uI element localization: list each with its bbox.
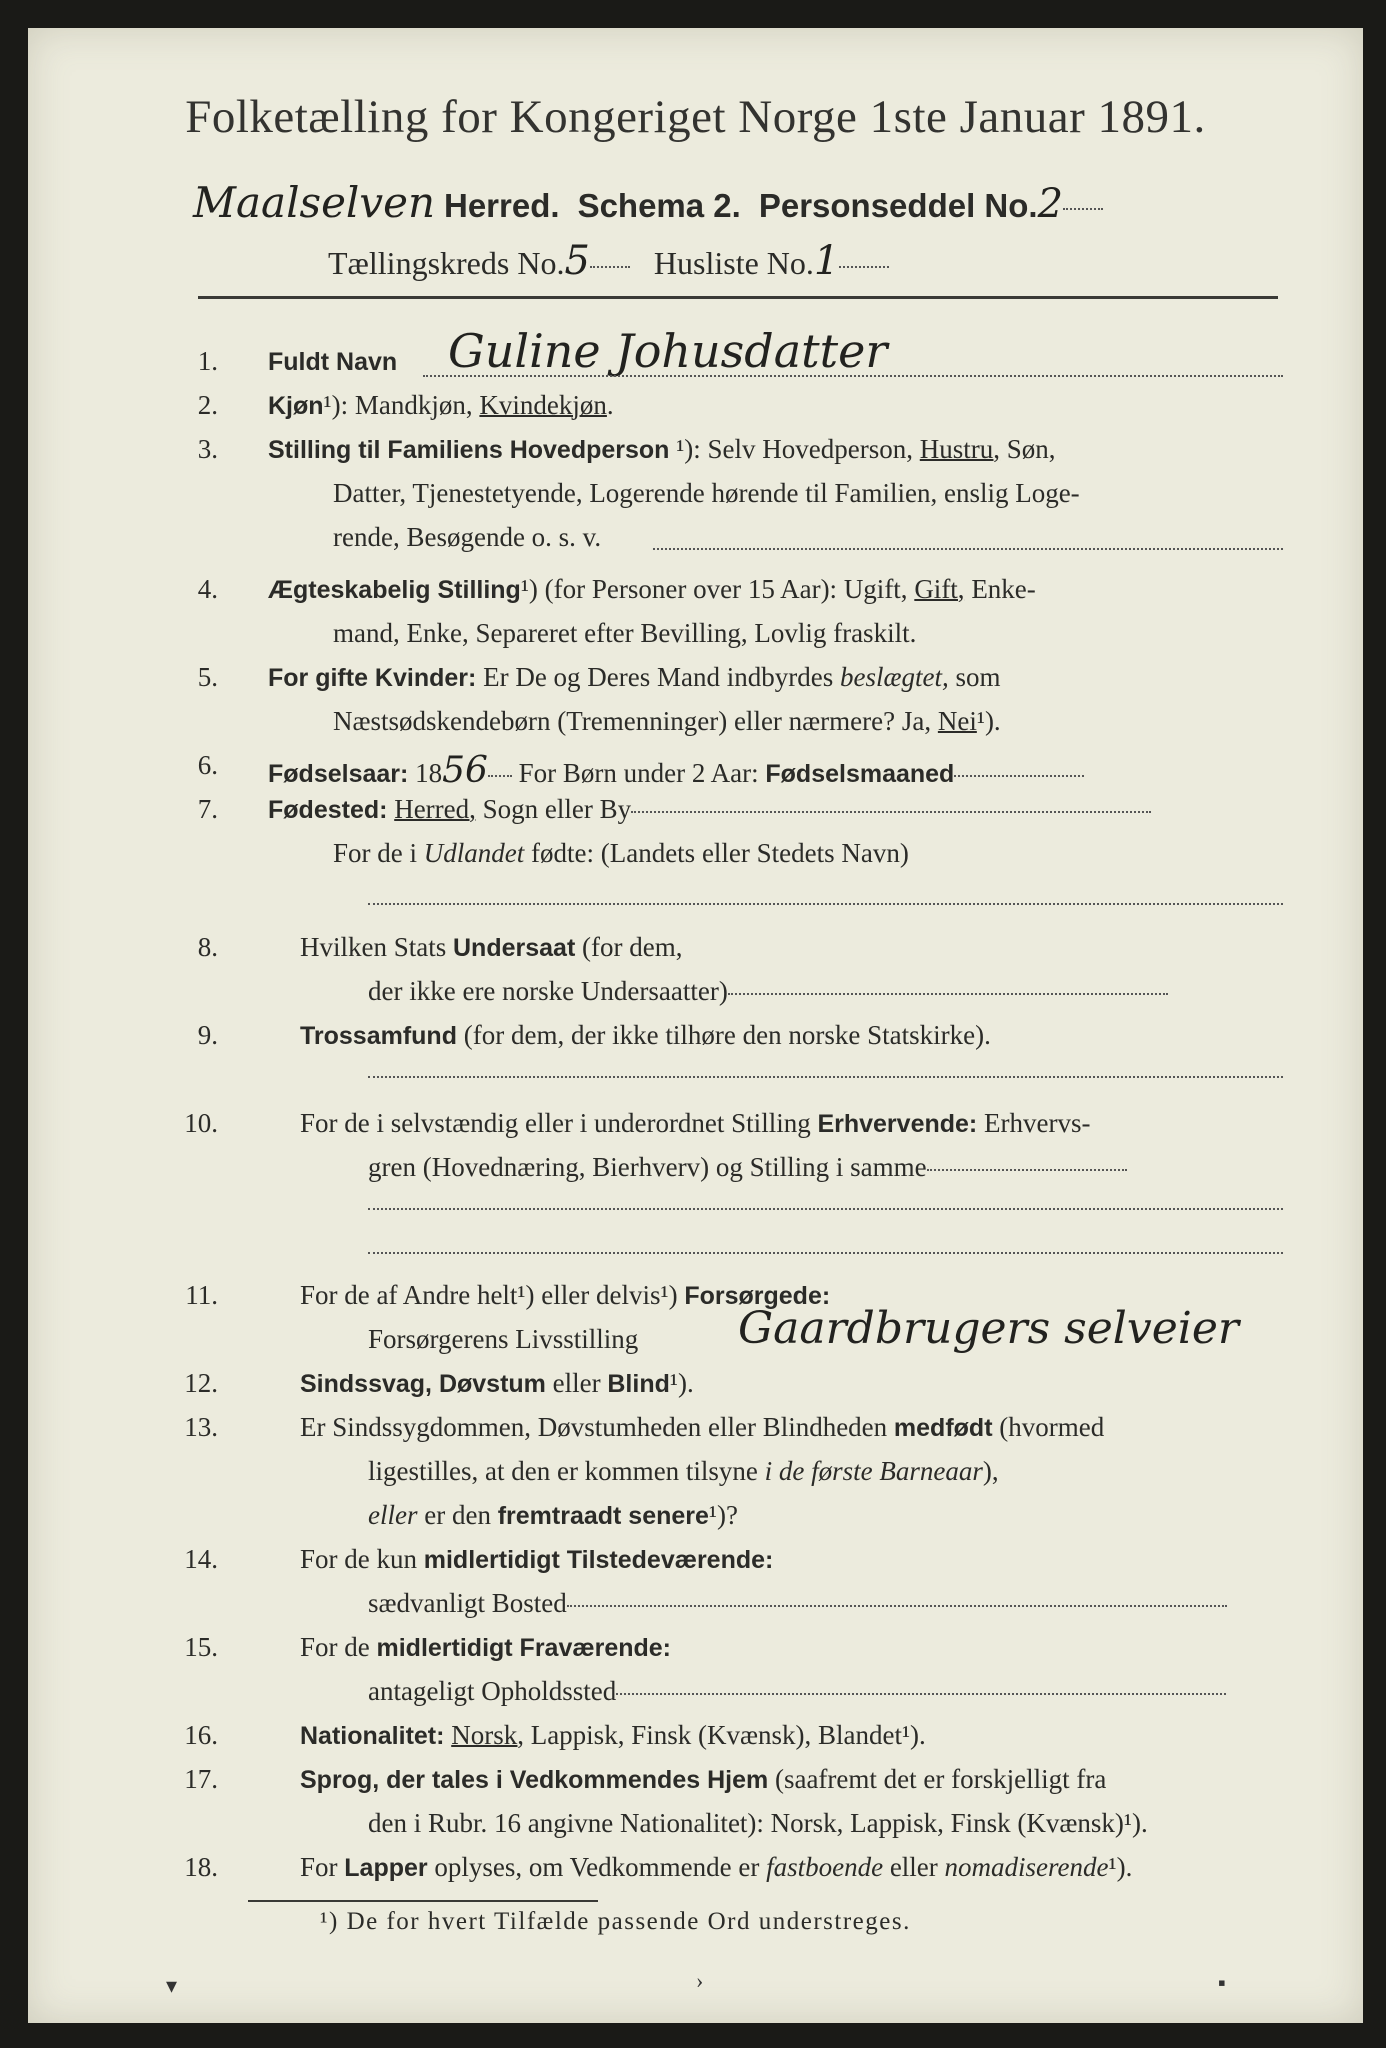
q1-name-value: Guline Johusdatter (448, 324, 888, 378)
schema-label: Schema 2. (577, 187, 741, 224)
q1-dotted-line (423, 375, 1283, 377)
kreds-value: 5 (564, 238, 590, 284)
q10-dotted-line-1 (368, 1208, 1283, 1210)
q10-number: 10. (184, 1108, 218, 1138)
q16-number: 16. (184, 1720, 218, 1750)
q16-line: Nationalitet: Norsk, Lappisk, Finsk (Kvænsk), Blandet¹). (300, 1720, 926, 1750)
q18-line: For Lapper oplyses, om Vedkommende er fastboende eller nomadiserende¹). (300, 1852, 1133, 1882)
q7-line1: Fødested: Herred, Sogn eller By (268, 794, 1151, 825)
q17-line2: den i Rubr. 16 angivne Nationalitet): Norsk, Lappisk, Finsk (Kvænsk)¹). (368, 1808, 1148, 1838)
q3-number: 3. (197, 434, 218, 464)
q11-line2: Forsørgerens Livsstilling (368, 1324, 639, 1354)
footnote-rule (248, 1900, 598, 1902)
q9-dotted-line (368, 1076, 1283, 1078)
q15-line2: antageligt Opholdssted (368, 1676, 1226, 1707)
q14-number: 14. (184, 1544, 218, 1574)
form-title: Folketælling for Kongeriget Norge 1ste Januar 1891. (185, 91, 1206, 143)
q14-line1: For de kun midlertidigt Tilstedeværende: (300, 1544, 774, 1574)
q13-line3: eller er den fremtraadt senere¹)? (368, 1500, 738, 1530)
herred-label: Herred. (444, 187, 560, 224)
q2-number: 2. (197, 390, 218, 420)
q15-line1: For de midlertidigt Fraværende: (300, 1632, 671, 1662)
q11-number: 11. (185, 1280, 218, 1310)
q4-line2: mand, Enke, Separeret efter Bevilling, Lovlig fraskilt. (333, 618, 917, 648)
q9-line: Trossamfund (for dem, der ikke tilhøre den norske Statskirke). (300, 1020, 991, 1050)
q17-number: 17. (184, 1764, 218, 1794)
margin-mark-right: ▪ (1218, 1970, 1226, 1995)
q18-number: 18. (184, 1852, 218, 1882)
q3-line3: rende, Besøgende o. s. v. (333, 522, 602, 552)
q1-label: Fuldt Navn (268, 348, 398, 376)
header-rule (198, 296, 1278, 299)
header-line-herred (193, 178, 1103, 227)
q6-year-value: 56 (442, 750, 488, 791)
q8-line2: der ikke ere norske Undersaatter) (368, 976, 1168, 1007)
personseddel-value: 2 (1037, 181, 1064, 227)
q8-line1: Hvilken Stats Undersaat (for dem, (300, 932, 683, 962)
q5-number: 5. (197, 662, 218, 692)
herred-handwritten: Maalselven (193, 178, 435, 227)
personseddel-label: Personseddel No. (758, 187, 1038, 224)
q11-livsstilling-value: Gaardbrugers selveier (738, 1303, 1239, 1354)
q12-number: 12. (184, 1368, 218, 1398)
husliste-value: 1 (813, 238, 840, 284)
margin-mark-center: › (696, 1968, 704, 1993)
q6-line: Fødselsaar: 1856 For Børn under 2 Aar: Fødselsmaaned (268, 750, 1084, 791)
q10-line1: For de i selvstændig eller i underordnet Stilling Erhvervende: Erhvervs- (300, 1108, 1091, 1138)
q8-number: 8. (197, 932, 218, 962)
q9-number: 9. (197, 1020, 218, 1050)
q15-number: 15. (184, 1632, 218, 1662)
q3-line1: Stilling til Familiens Hovedperson ¹): Selv Hovedperson, Hustru, Søn, (268, 434, 1056, 464)
q7-number: 7. (197, 794, 218, 824)
q1-number: 1. (197, 346, 218, 376)
q7-line2: For de i Udlandet fødte: (Landets eller Stedets Navn) (333, 838, 909, 868)
q2-text: Kjøn¹): Mandkjøn, Kvindekjøn. (268, 390, 614, 420)
q10-dotted-line-2 (368, 1252, 1283, 1254)
q5-line1: For gifte Kvinder: Er De og Deres Mand indbyrdes beslægtet, som (268, 662, 1001, 692)
q13-number: 13. (184, 1412, 218, 1442)
header-line-kreds (328, 238, 889, 284)
margin-mark-left: ▾ (166, 1973, 178, 1998)
q3-dotted-line (653, 548, 1283, 550)
census-form (28, 28, 1363, 2023)
husliste-label: Husliste No. (653, 245, 814, 281)
q3-line2: Datter, Tjenestetyende, Logerende hørende til Familien, enslig Loge- (333, 478, 1080, 508)
q10-line2: gren (Hovednæring, Bierhverv) og Stilling i samme (368, 1152, 1127, 1183)
q6-number: 6. (197, 750, 218, 780)
q4-number: 4. (197, 574, 218, 604)
kreds-label: Tællingskreds No. (328, 245, 565, 281)
q5-line2: Næstsødskendebørn (Tremenninger) eller nærmere? Ja, Nei¹). (333, 706, 1001, 736)
q13-line2: ligestilles, at den er kommen tilsyne i de første Barneaar), (368, 1456, 999, 1486)
q4-line1: Ægteskabelig Stilling¹) (for Personer over 15 Aar): Ugift, Gift, Enke- (268, 574, 1036, 604)
footnote: ¹) De for hvert Tilfælde passende Ord understreges. (320, 1908, 911, 1935)
q7-dotted-line (368, 903, 1283, 905)
q14-line2: sædvanligt Bosted (368, 1588, 1227, 1619)
q17-line1: Sprog, der tales i Vedkommendes Hjem (saafremt det er forskjelligt fra (300, 1764, 1107, 1794)
q12-line: Sindssvag, Døvstum eller Blind¹). (300, 1368, 694, 1398)
q11-line1: For de af Andre helt¹) eller delvis¹) Forsørgede: (300, 1280, 831, 1310)
q13-line1: Er Sindssygdommen, Døvstumheden eller Blindheden medfødt (hvormed (300, 1412, 1105, 1442)
